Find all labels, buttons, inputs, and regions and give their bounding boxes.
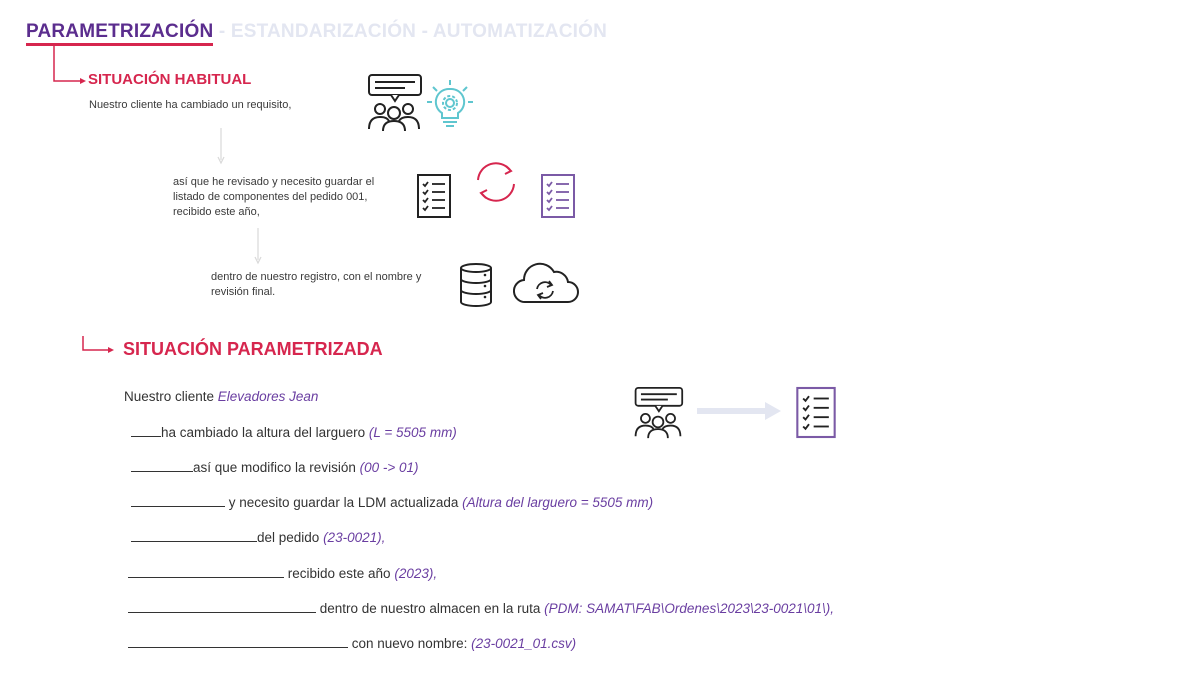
param-row [128, 600, 834, 616]
blank-underline [128, 635, 348, 648]
down-arrow-1 [216, 128, 226, 164]
row-value: (L = 5505 mm) [368, 425, 457, 440]
blank-underline [131, 424, 161, 437]
row-text: así que modifico la revisión [193, 460, 360, 475]
row-text: ha cambiado la altura del larguero [161, 425, 369, 440]
row-value: (Altura del larguero = 5505 mm) [462, 495, 654, 510]
row-text: del pedido [257, 530, 324, 545]
row-text: dentro de nuestro almacen en la ruta [316, 601, 545, 616]
meeting-icon [365, 73, 423, 133]
database-icon [458, 262, 494, 308]
param-row [131, 459, 419, 475]
checklist-purple-icon [540, 173, 576, 219]
row-value: (2023), [394, 566, 438, 581]
intro-line [124, 389, 318, 404]
checklist-icon [416, 173, 452, 219]
arrow-right-icon [697, 402, 783, 420]
sync-arrows-icon [470, 160, 522, 204]
row-value: (PDM: SAMAT\FAB\Ordenes\2023\23-0021\01\), [544, 601, 835, 616]
cloud-sync-icon [512, 262, 580, 306]
row-value: (23-0021), [323, 530, 386, 545]
checklist-icon [795, 385, 837, 440]
process-steps-header [26, 21, 607, 43]
client-name: Elevadores Jean [217, 389, 319, 404]
param-row [131, 529, 385, 545]
param-row [131, 424, 457, 440]
blank-underline [128, 565, 284, 578]
connector-arrow-parametrizada [80, 336, 120, 356]
lightbulb-gear-icon [427, 80, 473, 130]
section-title-parametrizada: SITUACIÓN PARAMETRIZADA [123, 339, 383, 359]
section-title-habitual: SITUACIÓN HABITUAL [88, 71, 252, 88]
intro-text: Nuestro cliente [124, 389, 218, 404]
habitual-text-2: así que he revisado y necesito guardar el listado de componentes del pedido 001, recibido este año, [173, 176, 375, 218]
blank-underline [131, 494, 225, 507]
blank-underline [128, 600, 316, 613]
row-value: (00 -> 01) [359, 460, 419, 475]
row-text: recibido este año [284, 566, 395, 581]
param-row [131, 494, 653, 510]
step-estandarizacion-automatizacion: - ESTANDARIZACIÓN - AUTOMATIZACIÓN [213, 21, 608, 42]
blank-underline [131, 459, 193, 472]
step-parametrizacion: PARAMETRIZACIÓN [26, 21, 213, 46]
param-row [128, 565, 437, 581]
row-text: y necesito guardar la LDM actualizada [225, 495, 463, 510]
habitual-text-1: Nuestro cliente ha cambiado un requisito, [89, 99, 292, 111]
down-arrow-2 [253, 228, 263, 264]
habitual-text-3: dentro de nuestro registro, con el nombre y revisión final. [211, 271, 422, 298]
row-value: (23-0021_01.csv) [471, 636, 577, 651]
meeting-icon [632, 386, 684, 440]
connector-arrow-habitual [50, 44, 90, 86]
blank-underline [131, 529, 257, 542]
param-row [128, 635, 576, 651]
row-text: con nuevo nombre: [348, 636, 472, 651]
